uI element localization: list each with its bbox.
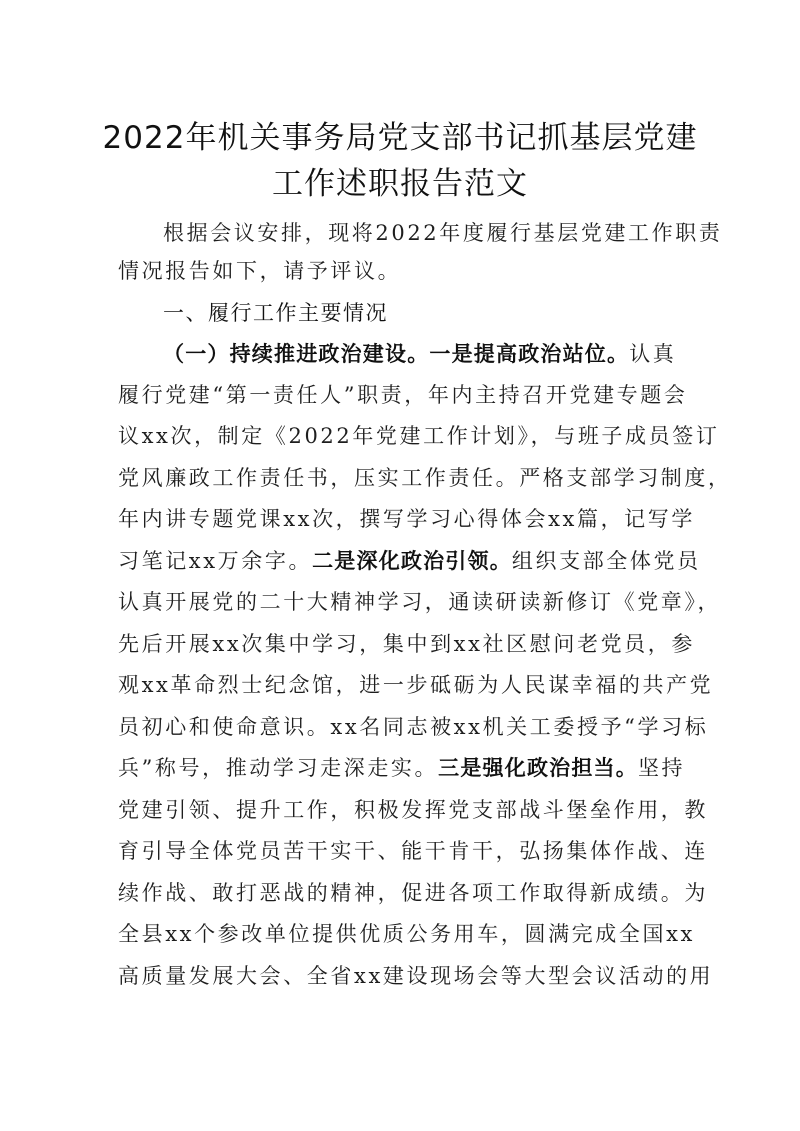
paragraph-line-10: 员初心和使命意识。xx名同志被xx机关工委授予“学习标 xyxy=(118,715,709,739)
subsection-heading-1: （一）持续推进政治建设。一是提高政治站位。 xyxy=(163,342,630,366)
paragraph-text: 兵”称号，推动学习走深走实。 xyxy=(118,756,439,780)
paragraph-line-2: 履行党建“第一责任人”职责，年内主持召开党建专题会 xyxy=(118,383,688,407)
paragraph-line-14: 续作战、敢打恶战的精神，促进各项工作取得新成绩。为 xyxy=(118,881,708,905)
paragraph-line-11 xyxy=(118,753,685,783)
paragraph-line-1 xyxy=(163,339,676,369)
paragraph-line-5: 年内讲专题党课xx次，撰写学习心得体会xx篇，记写学 xyxy=(118,507,695,531)
paragraph-line-13: 育引导全体党员苦干实干、能干肯干，弘扬集体作战、连 xyxy=(118,839,708,863)
paragraph-text: 坚持 xyxy=(637,756,686,780)
paragraph-text: 组织支部全体党员 xyxy=(511,549,701,573)
paragraph-line-12: 党建引领、提升工作，积极发挥党支部战斗堡垒作用，教 xyxy=(118,798,708,822)
paragraph-line-15: 全县xx个参改单位提供优质公务用车，圆满完成全国xx xyxy=(118,922,695,946)
paragraph-line-16: 高质量发展大会、全省xx建设现场会等大型会议活动的用 xyxy=(118,964,714,988)
point-heading-2: 二是深化政治引领。 xyxy=(312,549,512,573)
document-title-line-1: 2022年机关事务局党支部书记抓基层党建 xyxy=(102,120,698,156)
paragraph-line-4: 党风廉政工作责任书，压实工作责任。严格支部学习制度， xyxy=(118,466,732,490)
paragraph-line-9: 观xx革命烈士纪念馆，进一步砥砺为人民谋幸福的共产党 xyxy=(118,673,714,697)
paragraph-text: 习笔记xx万余字。 xyxy=(118,549,313,573)
paragraph-line-7: 认真开展党的二十大精神学习，通读研读新修订《党章》， xyxy=(118,590,722,614)
document-title-line-2: 工作述职报告范文 xyxy=(272,166,528,202)
point-heading-3: 三是强化政治担当。 xyxy=(438,756,638,780)
paragraph-line-6 xyxy=(118,546,701,576)
paragraph-line-8: 先后开展xx次集中学习，集中到xx社区慰问老党员，参 xyxy=(118,632,695,656)
intro-line-1: 根据会议安排，现将2022年度履行基层党建工作职责 xyxy=(163,221,723,245)
section-heading-1: 一、履行工作主要情况 xyxy=(163,301,388,325)
intro-line-2: 情况报告如下，请予评议。 xyxy=(118,259,402,283)
paragraph-line-3: 议xx次，制定《2022年党建工作计划》，与班子成员签订 xyxy=(118,424,720,448)
paragraph-text: 认真 xyxy=(629,342,677,366)
